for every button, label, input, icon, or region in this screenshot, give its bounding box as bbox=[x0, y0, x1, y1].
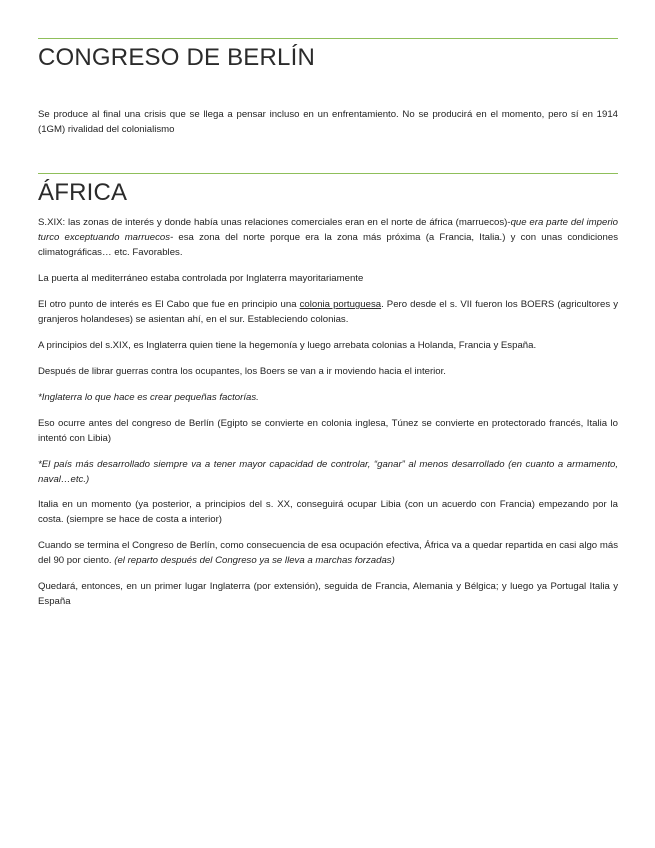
paragraph-text: . Pero desde el s. VII fueron los BOERS (agricultores y granjeros holandeses) se asientan ahí, en el sur. Estableciendo colonias. bbox=[38, 299, 618, 325]
note-pais-desarrollado: *El país más desarrollado siempre va a tener mayor capacidad de controlar, “ganar” al menos desarrollado (en cuanto a armamento, naval…etc.) bbox=[38, 459, 618, 485]
note-factorias: *Inglaterra lo que hace es crear pequeñas factorías. bbox=[38, 392, 259, 403]
paragraph-boers: Después de librar guerras contra los ocupantes, los Boers se van a ir moviendo hacia el interior. bbox=[38, 366, 446, 377]
paragraph-el-cabo bbox=[38, 297, 618, 327]
paragraph-text: esa zona del norte porque era la zona más próxima (a Francia, Italia.) y con unas condiciones climatográficas… etc. Favorables. bbox=[38, 232, 618, 258]
section-title-africa: ÁFRICA bbox=[38, 179, 128, 206]
paragraph-italia: Italia en un momento (ya posterior, a principios del s. XX, conseguirá ocupar Libia (con un acuerdo con Francia) empezando por la costa. (siempre se hace de costa a interior) bbox=[38, 499, 618, 525]
paragraph-text: S.XIX: las zonas de interés y donde había unas relaciones comerciales eran en el norte de áfrica (marruecos)- bbox=[38, 217, 511, 228]
paragraph-quedara: Quedará, entonces, en un primer lugar Inglaterra (por extensión), seguida de Francia, Alemania y Bélgica; y luego ya Portugal Italia y España bbox=[38, 581, 618, 607]
paragraph-antes-congreso: Eso ocurre antes del congreso de Berlín (Egipto se convierte en colonia inglesa, Túnez se convierte en protectorado francés, Italia lo intentó con Libia) bbox=[38, 418, 618, 444]
paragraph-italic-text: que era parte del imperio turco exceptuando marruecos- bbox=[38, 217, 618, 243]
paragraph-siglo-xix bbox=[38, 215, 618, 260]
section-title-congreso: CONGRESO DE BERLÍN bbox=[38, 44, 315, 71]
section-divider bbox=[38, 173, 618, 174]
paragraph-italic-text: (el reparto después del Congreso ya se lleva a marchas forzadas) bbox=[114, 555, 395, 566]
paragraph-text: Cuando se termina el Congreso de Berlín, como consecuencia de esa ocupación efectiva, África va a quedar repartida en casi algo más del 90 por ciento. bbox=[38, 540, 618, 566]
underlined-text: colonia portuguesa bbox=[299, 299, 382, 310]
paragraph-mediterraneo: La puerta al mediterráneo estaba controlada por Inglaterra mayoritariamente bbox=[38, 273, 364, 284]
paragraph-reparto bbox=[38, 538, 618, 568]
paragraph-hegemonia: A principios del s.XIX, es Inglaterra quien tiene la hegemonía y luego arrebata colonias a Holanda, Francia y España. bbox=[38, 340, 537, 351]
paragraph-congreso: Se produce al final una crisis que se llega a pensar incluso en un enfrentamiento. No se producirá en el momento, pero sí en 1914 (1GM) rivalidad del colonialismo bbox=[38, 109, 618, 135]
section-divider bbox=[38, 38, 618, 39]
paragraph-text: El otro punto de interés es El Cabo que fue en principio una bbox=[38, 299, 300, 310]
